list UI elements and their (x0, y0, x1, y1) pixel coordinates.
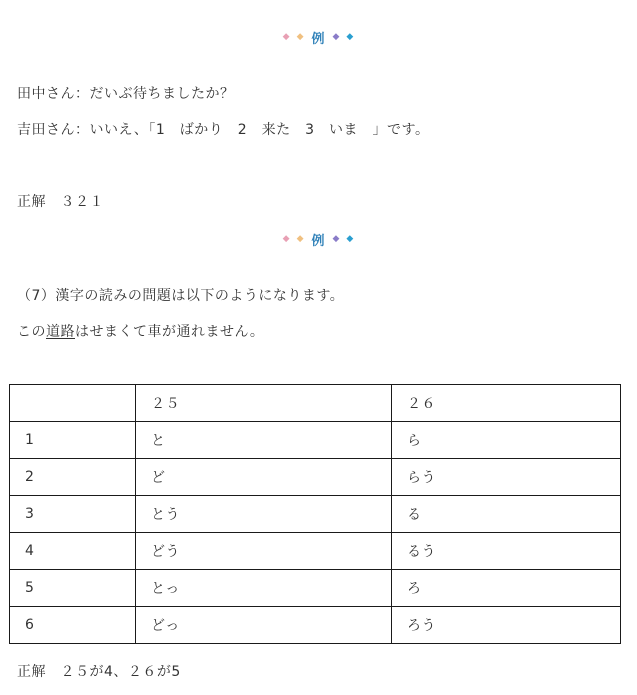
answer-text: 正解 ３２１ (17, 194, 104, 210)
answer-options-table (9, 384, 621, 644)
underlined-word: 道路 (46, 324, 75, 340)
table-cell: ろう (392, 607, 621, 644)
table-row (10, 533, 621, 570)
diamond-orange-icon: ◆ (296, 31, 305, 42)
sentence-suffix: はせまくて車が通れません。 (75, 324, 265, 340)
diamond-purple-icon: ◆ (332, 31, 341, 42)
example-label: 例 (311, 32, 326, 47)
question-sentence (17, 322, 264, 342)
table-cell: 2 (10, 459, 136, 496)
example-label: 例 (311, 234, 326, 249)
table-cell: と (136, 422, 392, 459)
answer-text: 正解 ２５が4、２６が5 (17, 664, 181, 680)
example-heading (0, 28, 637, 47)
dialogue-line-tanaka: 田中さん：だいぶ待ちましたか？ (17, 86, 235, 102)
table-row (10, 570, 621, 607)
table-cell: るう (392, 533, 621, 570)
diamond-pink-icon: ◆ (282, 31, 291, 42)
diamond-purple-icon: ◆ (332, 233, 341, 244)
table-cell: る (392, 496, 621, 533)
table-cell: ら (392, 422, 621, 459)
table-cell: 4 (10, 533, 136, 570)
table-cell: とっ (136, 570, 392, 607)
table-header-row (10, 385, 621, 422)
table-cell: らう (392, 459, 621, 496)
sentence-prefix: この (17, 324, 46, 340)
table-cell: 3 (10, 496, 136, 533)
table-cell: 6 (10, 607, 136, 644)
diamond-pink-icon: ◆ (282, 233, 291, 244)
table-header-cell: ２６ (392, 385, 621, 422)
table-cell: とう (136, 496, 392, 533)
section-title: （7）漢字の読みの問題は以下のようになります。 (17, 288, 345, 304)
table-header-cell: ２５ (136, 385, 392, 422)
diamond-orange-icon: ◆ (296, 233, 305, 244)
table-cell: どう (136, 533, 392, 570)
example-heading (0, 230, 637, 249)
diamond-teal-icon: ◆ (346, 31, 355, 42)
table-cell: ろ (392, 570, 621, 607)
table-cell: どっ (136, 607, 392, 644)
table-header-cell (10, 385, 136, 422)
table-row (10, 496, 621, 533)
table-row (10, 459, 621, 496)
dialogue-line-yoshida: 吉田さん：いいえ、「1 ばかり 2 来た 3 いま 」です。 (17, 122, 430, 138)
diamond-teal-icon: ◆ (346, 233, 355, 244)
table-row (10, 422, 621, 459)
table-cell: 1 (10, 422, 136, 459)
table-cell: ど (136, 459, 392, 496)
table-row (10, 607, 621, 644)
table-cell: 5 (10, 570, 136, 607)
